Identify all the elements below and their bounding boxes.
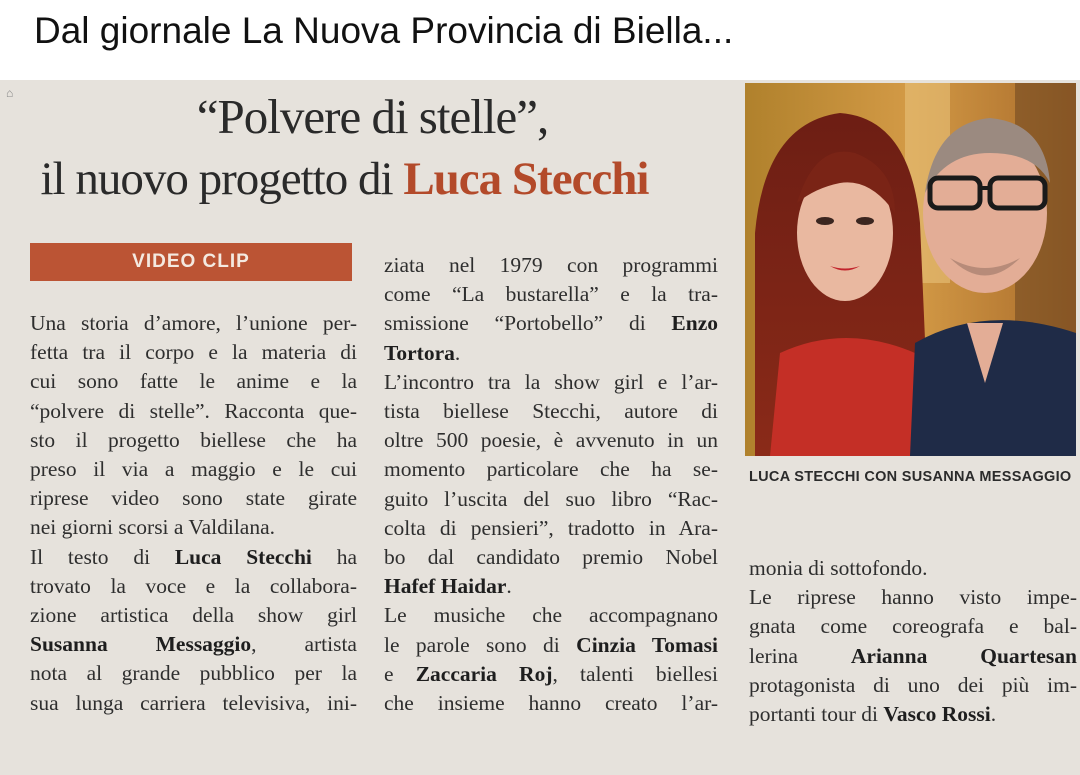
text-line: ziata nel 1979 con programmi — [384, 253, 718, 277]
article-title-line1: “Polvere di stelle”, — [196, 89, 549, 144]
photo-image — [745, 83, 1076, 456]
text-line: zione artistica della show girl — [30, 603, 357, 628]
article-column-3 — [749, 554, 1077, 729]
article-column-2 — [384, 251, 718, 718]
text-line: preso il via a maggio e le cui — [30, 457, 357, 482]
text-line: momento particolare che ha se- — [384, 457, 718, 482]
text-line: colta di pensieri”, tradotto in Ara- — [384, 515, 718, 540]
rubric-label: VIDEO CLIP — [30, 243, 352, 281]
text-run: , artista — [251, 632, 357, 657]
post-caption: Dal giornale La Nuova Provincia di Biella... — [34, 10, 734, 51]
text-line — [749, 642, 1077, 671]
text-line — [30, 630, 357, 659]
text-line: Le riprese hanno visto impe- — [749, 585, 1077, 610]
article-title-line2 — [0, 152, 717, 206]
text-run: . — [506, 574, 512, 599]
text-line: fetta tra il corpo e la materia di — [30, 340, 357, 365]
text-run: . — [454, 340, 461, 365]
text-line: guito l’uscita del suo libro “Rac- — [384, 486, 718, 511]
text-line: Una storia d’amore, l’unione per- — [30, 311, 357, 335]
text-run: portanti tour di — [749, 702, 878, 727]
person-name: Hafef Haidar — [384, 574, 507, 599]
text-run: Il testo di — [30, 544, 151, 569]
text-line: cui sono fatte le anime e la — [30, 369, 357, 394]
text-line: trovato la voce e la collabora- — [30, 573, 357, 598]
text-line: nota al grande pubblico per la — [30, 661, 357, 686]
text-run: , talenti biellesi — [552, 661, 718, 686]
text-line — [30, 543, 357, 572]
newspaper-clipping[interactable] — [0, 80, 1080, 775]
text-line: come “La bustarella” e la tra- — [384, 282, 718, 307]
title-name: Luca Stecchi — [403, 153, 649, 205]
text-line: oltre 500 poesie, è avvenuto in un — [384, 428, 718, 453]
person-name: Susanna Messaggio — [30, 632, 252, 657]
person-name: Zaccaria Roj — [415, 661, 553, 686]
photo-caption: LUCA STECCHI CON SUSANNA MESSAGGIO — [749, 469, 1072, 485]
article-photo[interactable] — [745, 83, 1076, 456]
text-line: L’incontro tra la show girl e l’ar- — [384, 369, 718, 394]
person-name: Arianna Quartesan — [850, 643, 1077, 668]
text-run: smissione “Portobello” di — [384, 311, 646, 336]
text-line: che insieme hanno creato l’ar- — [384, 691, 718, 716]
post-header — [0, 0, 1080, 80]
text-line: bo dal candidato premio Nobel — [384, 545, 718, 570]
text-line: nei giorni scorsi a Valdilana. — [30, 515, 276, 540]
text-line — [384, 339, 718, 368]
text-line — [749, 700, 1077, 729]
text-line: “polvere di stelle”. Racconta que- — [30, 398, 357, 423]
fold-mark-icon: ⌂ — [6, 86, 14, 100]
text-line: riprese video sono state girate — [30, 486, 357, 511]
person-name: Luca Stecchi — [174, 544, 312, 569]
person-name: Enzo — [671, 311, 718, 336]
text-line — [384, 660, 718, 689]
text-run: lerina — [749, 643, 798, 668]
text-line: tista biellese Stecchi, autore di — [384, 399, 718, 424]
person-name: Vasco Rossi — [883, 702, 991, 727]
text-line: sto il progetto biellese che ha — [30, 427, 357, 452]
text-line: gnata come coreografa e bal- — [749, 614, 1077, 639]
text-run: . — [990, 702, 997, 727]
text-run: le parole sono di — [384, 632, 560, 657]
person-name: Tortora — [384, 340, 455, 365]
person-name: Cinzia Tomasi — [576, 632, 719, 657]
text-run: ha — [336, 544, 357, 569]
text-line — [384, 631, 718, 660]
text-run: e — [384, 661, 394, 686]
text-line — [384, 309, 718, 338]
article-column-1 — [30, 309, 357, 718]
text-line: Le musiche che accompagnano — [384, 603, 718, 628]
text-line: monia di sottofondo. — [749, 556, 928, 580]
text-line: sua lunga carriera televisiva, ini- — [30, 690, 357, 715]
title-prefix: il nuovo progetto di — [40, 153, 393, 205]
text-line — [384, 572, 718, 601]
text-line: protagonista di uno dei più im- — [749, 672, 1077, 697]
